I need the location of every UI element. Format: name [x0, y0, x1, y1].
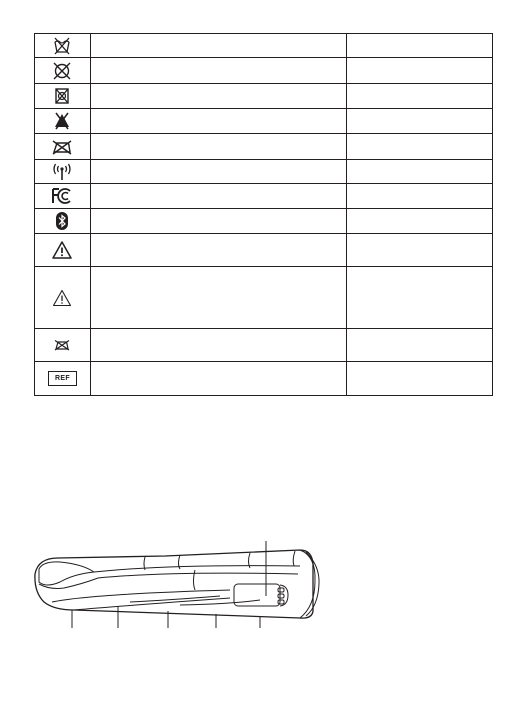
- row-description: [90, 109, 346, 134]
- table-row: [35, 160, 493, 184]
- symbols-table: [34, 33, 493, 396]
- do-not-dry-clean-icon: [35, 58, 91, 84]
- row-value: [347, 362, 493, 396]
- row-description: [90, 84, 346, 109]
- table-row: [35, 84, 493, 109]
- row-value: [347, 184, 493, 209]
- row-description: [90, 34, 346, 58]
- bluetooth-icon: [35, 209, 91, 234]
- table-row: [35, 329, 493, 362]
- row-value: [347, 329, 493, 362]
- table-row: [35, 209, 493, 234]
- table-row: [35, 362, 493, 396]
- row-value: [347, 234, 493, 267]
- row-description: [90, 267, 346, 329]
- do-not-bleach-icon: [35, 109, 91, 134]
- table-row: [35, 34, 493, 58]
- fcc-logo-icon: [35, 184, 91, 209]
- row-value: [347, 109, 493, 134]
- non-ionizing-radiation-icon: [35, 160, 91, 184]
- do-not-iron-small-icon: [35, 329, 91, 362]
- row-description: [90, 209, 346, 234]
- row-description: [90, 160, 346, 184]
- do-not-tumble-dry-icon: [35, 84, 91, 109]
- reference-number-icon: [35, 362, 91, 396]
- row-value: [347, 209, 493, 234]
- table-row: [35, 267, 493, 329]
- leg-massager-sleeve-illustration: [30, 526, 330, 636]
- row-description: [90, 362, 346, 396]
- do-not-iron-icon: [35, 134, 91, 160]
- row-description: [90, 184, 346, 209]
- table-row: [35, 234, 493, 267]
- row-description: [90, 329, 346, 362]
- table-row: [35, 134, 493, 160]
- table-row: [35, 58, 493, 84]
- row-description: [90, 234, 346, 267]
- ref-label: REF: [48, 371, 77, 386]
- row-description: [90, 134, 346, 160]
- row-value: [347, 34, 493, 58]
- warning-triangle-icon: [35, 234, 91, 267]
- caution-triangle-icon: [35, 267, 91, 329]
- row-value: [347, 58, 493, 84]
- row-value: [347, 134, 493, 160]
- row-description: [90, 58, 346, 84]
- table-row: [35, 184, 493, 209]
- row-value: [347, 160, 493, 184]
- row-value: [347, 84, 493, 109]
- do-not-wash-icon: [35, 34, 91, 58]
- table-row: [35, 109, 493, 134]
- row-value: [347, 267, 493, 329]
